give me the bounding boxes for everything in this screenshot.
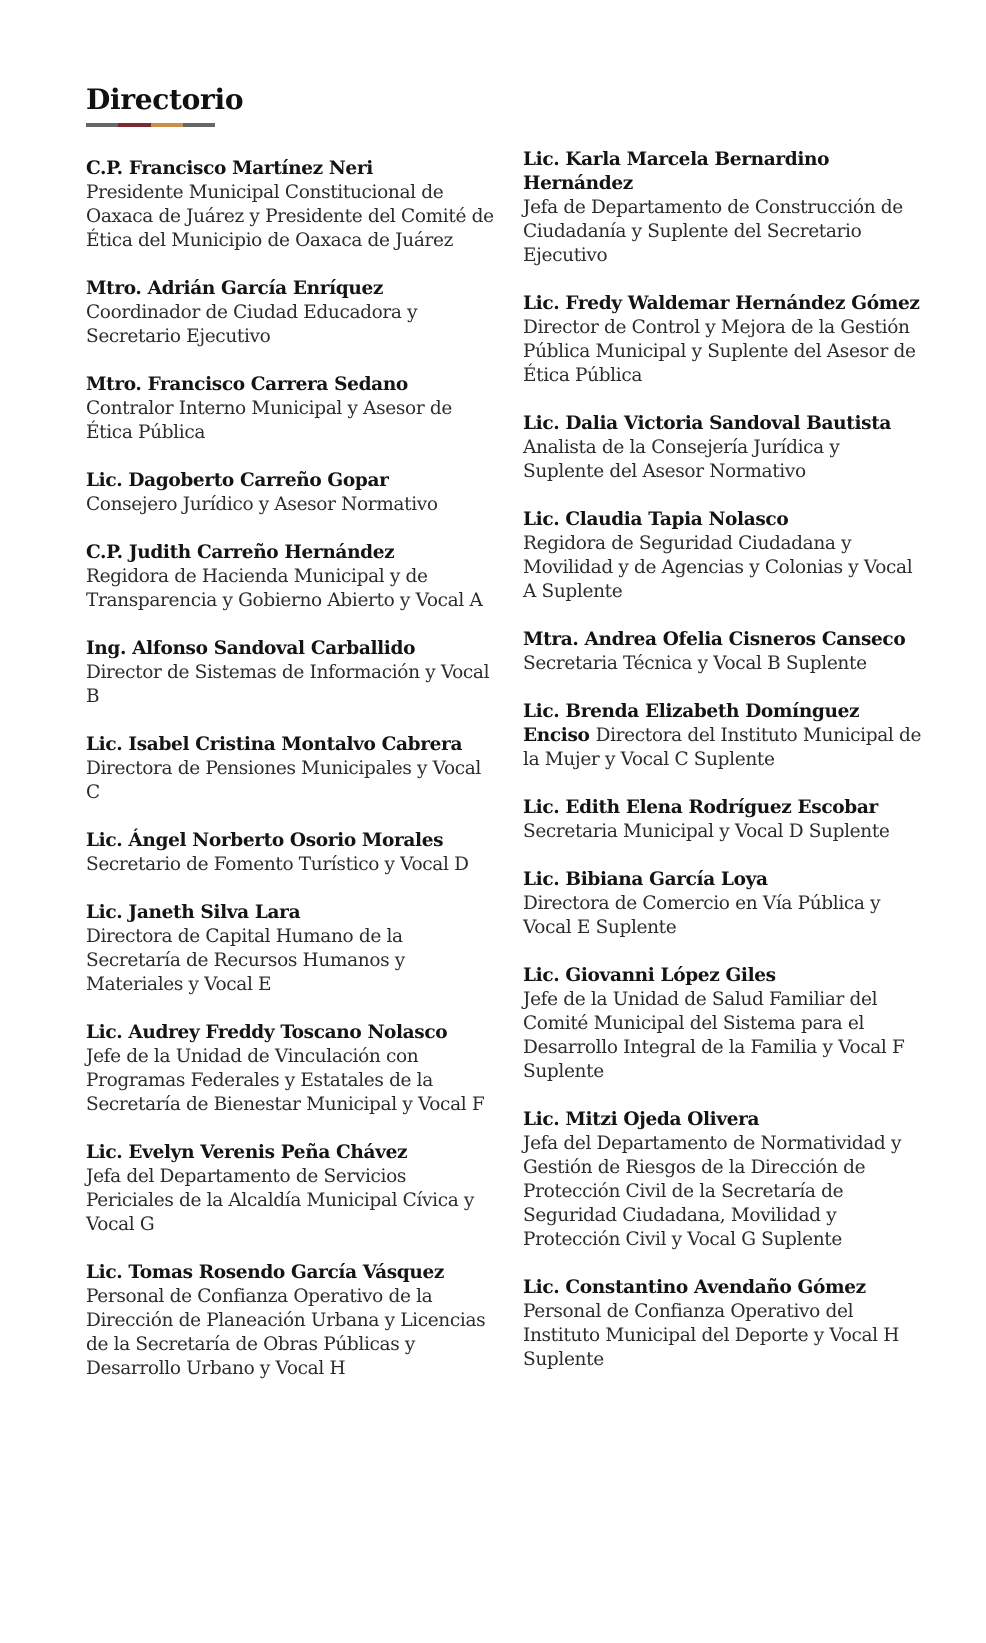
rule-segment-gray — [86, 123, 118, 127]
directory-entry — [523, 964, 923, 1084]
directory-entry — [523, 292, 923, 388]
directory-entry — [523, 148, 923, 268]
entry-name: Ing. Alfonso Sandoval Carballido — [86, 638, 416, 659]
title-underline-rule — [86, 123, 215, 127]
directory-entry — [523, 508, 923, 604]
entry-role: Secretaria Técnica y Vocal B Suplente — [523, 653, 867, 674]
directory-entry — [86, 157, 496, 253]
entry-role: Personal de Confianza Operativo del Instituto Municipal del Deporte y Vocal H Suplente — [523, 1301, 900, 1370]
entry-name: Lic. Mitzi Ojeda Olivera — [523, 1109, 760, 1130]
directory-entry — [86, 637, 496, 709]
directory-entry — [523, 700, 923, 772]
entry-role: Consejero Jurídico y Asesor Normativo — [86, 494, 438, 515]
entry-role: Personal de Confianza Operativo de la Dirección de Planeación Urbana y Licencias de la Secretaría de Obras Públicas y Desarrollo Urbano y Vocal H — [86, 1286, 486, 1379]
directory-entry — [523, 1276, 923, 1372]
entry-role: Coordinador de Ciudad Educadora y Secretario Ejecutivo — [86, 302, 418, 347]
entry-role: Jefa del Departamento de Servicios Periciales de la Alcaldía Municipal Cívica y Vocal G — [86, 1166, 475, 1235]
directory-entry — [86, 1261, 496, 1381]
entry-role: Contralor Interno Municipal y Asesor de Ética Pública — [86, 398, 452, 443]
entry-name: Lic. Brenda Elizabeth Domínguez Enciso — [523, 701, 860, 746]
entry-role: Analista de la Consejería Jurídica y Suplente del Asesor Normativo — [523, 437, 840, 482]
entry-name: Lic. Karla Marcela Bernardino Hernández — [523, 149, 830, 194]
directory-entry — [86, 373, 496, 445]
directory-entry — [86, 469, 496, 517]
directory-entry — [523, 1108, 923, 1252]
rule-segment-maroon — [118, 123, 150, 127]
entry-role: Directora de Capital Humano de la Secretaría de Recursos Humanos y Materiales y Vocal E — [86, 926, 405, 995]
entry-role: Presidente Municipal Constitucional de Oaxaca de Juárez y Presidente del Comité de Ética del Municipio de Oaxaca de Juárez — [86, 182, 494, 251]
entry-role: Director de Sistemas de Información y Vocal B — [86, 662, 490, 707]
entry-name: Lic. Edith Elena Rodríguez Escobar — [523, 797, 878, 818]
entry-role: Jefa de Departamento de Construcción de Ciudadanía y Suplente del Secretario Ejecutivo — [523, 197, 903, 266]
entry-role: Jefe de la Unidad de Salud Familiar del Comité Municipal del Sistema para el Desarrollo Integral de la Familia y Vocal F Suplente — [523, 989, 905, 1082]
entry-role: Directora de Comercio en Vía Pública y Vocal E Suplente — [523, 893, 881, 938]
entry-role: Regidora de Seguridad Ciudadana y Movilidad y de Agencias y Colonias y Vocal A Suplente — [523, 533, 913, 602]
directory-entry — [86, 829, 496, 877]
entry-name: Lic. Giovanni López Giles — [523, 965, 776, 986]
directory-entry — [86, 541, 496, 613]
entry-name: Lic. Tomas Rosendo García Vásquez — [86, 1262, 445, 1283]
entry-name: Mtra. Andrea Ofelia Cisneros Canseco — [523, 629, 906, 650]
directory-entry — [86, 1141, 496, 1237]
entry-role: Jefe de la Unidad de Vinculación con Programas Federales y Estatales de la Secretaría de Bienestar Municipal y Vocal F — [86, 1046, 485, 1115]
entry-role: Directora de Pensiones Municipales y Vocal C — [86, 758, 481, 803]
entry-role: Regidora de Hacienda Municipal y de Transparencia y Gobierno Abierto y Vocal A — [86, 566, 483, 611]
entry-name: Mtro. Adrián García Enríquez — [86, 278, 384, 299]
entry-name: Mtro. Francisco Carrera Sedano — [86, 374, 408, 395]
page-title: Directorio — [86, 83, 244, 116]
directory-entry — [523, 628, 923, 676]
directory-right-column — [523, 148, 923, 1396]
entry-name: Lic. Janeth Silva Lara — [86, 902, 301, 923]
entry-role: Secretario de Fomento Turístico y Vocal D — [86, 854, 469, 875]
entry-name: Lic. Isabel Cristina Montalvo Cabrera — [86, 734, 463, 755]
entry-name: C.P. Judith Carreño Hernández — [86, 542, 395, 563]
rule-segment-gray-end — [183, 123, 215, 127]
directory-entry — [86, 733, 496, 805]
entry-name: Lic. Fredy Waldemar Hernández Gómez — [523, 293, 920, 314]
entry-name: Lic. Dalia Victoria Sandoval Bautista — [523, 413, 892, 434]
entry-name: Lic. Dagoberto Carreño Gopar — [86, 470, 389, 491]
entry-role: Secretaria Municipal y Vocal D Suplente — [523, 821, 890, 842]
entry-name: Lic. Claudia Tapia Nolasco — [523, 509, 789, 530]
entry-name: Lic. Evelyn Verenis Peña Chávez — [86, 1142, 408, 1163]
rule-segment-gold — [151, 123, 183, 127]
entry-name: Lic. Audrey Freddy Toscano Nolasco — [86, 1022, 448, 1043]
directory-entry — [523, 412, 923, 484]
entry-name: Lic. Bibiana García Loya — [523, 869, 768, 890]
directory-entry — [86, 277, 496, 349]
entry-name: Lic. Ángel Norberto Osorio Morales — [86, 830, 444, 851]
directory-entry — [86, 1021, 496, 1117]
entry-role: Jefa del Departamento de Normatividad y Gestión de Riesgos de la Dirección de Protección Civil de la Secretaría de Seguridad Ciudadana, Movilidad y Protección Civil y Vocal G Suplente — [523, 1133, 902, 1250]
directory-entry — [523, 796, 923, 844]
entry-name: C.P. Francisco Martínez Neri — [86, 158, 373, 179]
entry-name: Lic. Constantino Avendaño Gómez — [523, 1277, 866, 1298]
entry-role: Directora del Instituto Municipal de la Mujer y Vocal C Suplente — [523, 725, 922, 770]
directory-entry — [523, 868, 923, 940]
entry-role: Director de Control y Mejora de la Gestión Pública Municipal y Suplente del Asesor de Ética Pública — [523, 317, 916, 386]
directory-left-column — [86, 157, 496, 1405]
directory-entry — [86, 901, 496, 997]
